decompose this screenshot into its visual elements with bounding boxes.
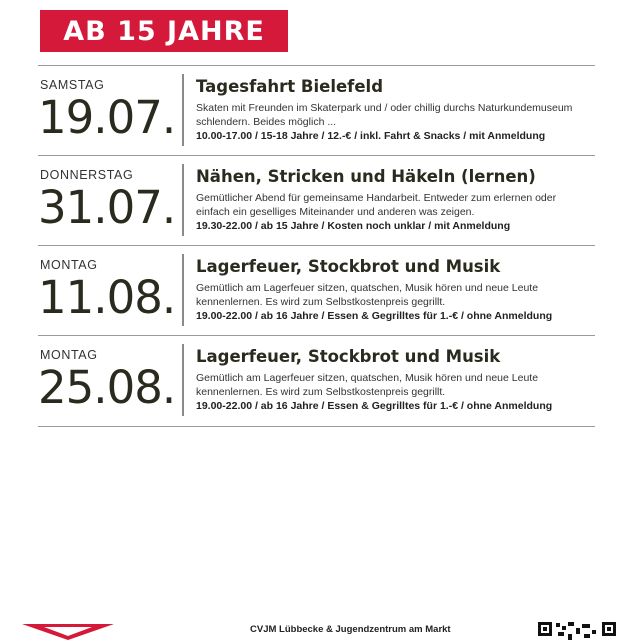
event-item — [38, 246, 595, 336]
event-description: Gemütlicher Abend für gemeinsame Handarbeit. Entweder zum erlernen oder einfach ein geselliges Miteinander und anderen was zeigen. — [196, 192, 557, 218]
event-description: Gemütlich am Lagerfeuer sitzen, quatschen, Musik hören und neue Leute kennenlernen. Es wird zum Selbstkostenpreis gegrillt. — [196, 372, 539, 398]
event-info: 19.00-22.00 / ab 16 Jahre / Essen & Gegrilltes für 1.-€ / ohne Anmeldung — [196, 400, 553, 412]
event-info: 19.30-22.00 / ab 15 Jahre / Kosten noch unklar / mit Anmeldung — [196, 220, 511, 232]
event-title: Nähen, Stricken und Häkeln (lernen) — [196, 167, 536, 186]
event-separator — [182, 164, 184, 236]
event-description: Gemütlich am Lagerfeuer sitzen, quatschen, Musik hören und neue Leute kennenlernen. Es wird zum Selbstkostenpreis gegrillt. — [196, 282, 539, 308]
event-title: Lagerfeuer, Stockbrot und Musik — [196, 257, 501, 276]
event-date: 25.08. — [38, 361, 176, 414]
event-item — [38, 66, 595, 156]
event-weekday: DONNERSTAG — [40, 168, 134, 182]
event-separator — [182, 344, 184, 416]
footer-organization: CVJM Lübbecke & Jugendzentrum am Markt — [250, 624, 451, 635]
event-separator — [182, 254, 184, 326]
event-description: Skaten mit Freunden im Skaterpark und / oder chillig durchs Naturkundemuseum schlendern. Beides möglich ... — [196, 102, 573, 128]
event-weekday: SAMSTAG — [40, 78, 105, 92]
event-weekday: MONTAG — [40, 258, 98, 272]
event-date: 19.07. — [38, 91, 176, 144]
event-item — [38, 156, 595, 246]
event-info: 10.00-17.00 / 15-18 Jahre / 12.-€ / inkl. Fahrt & Snacks / mit Anmeldung — [196, 130, 546, 142]
event-weekday: MONTAG — [40, 348, 98, 362]
event-title: Lagerfeuer, Stockbrot und Musik — [196, 347, 501, 366]
event-info: 19.00-22.00 / ab 16 Jahre / Essen & Gegrilltes für 1.-€ / ohne Anmeldung — [196, 310, 553, 322]
event-date: 11.08. — [38, 271, 176, 324]
age-banner: AB 15 JAHRE — [40, 10, 288, 52]
event-date: 31.07. — [38, 181, 176, 234]
qr-code-icon — [538, 622, 620, 640]
event-title: Tagesfahrt Bielefeld — [196, 77, 384, 96]
event-item — [38, 336, 595, 426]
cvjm-triangle-logo-icon — [22, 624, 114, 640]
divider — [38, 426, 595, 427]
event-separator — [182, 74, 184, 146]
